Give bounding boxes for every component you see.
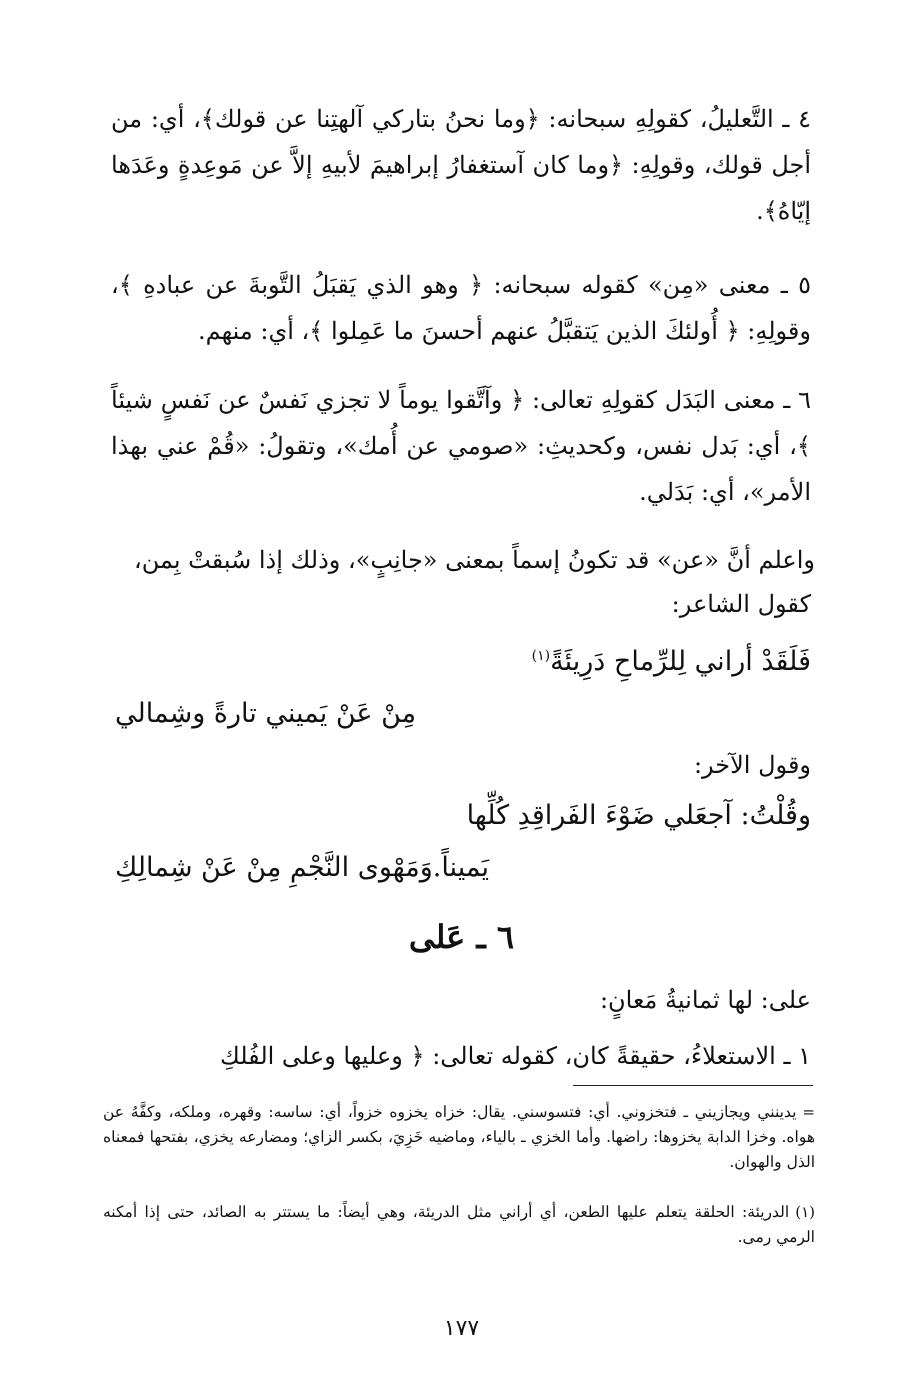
- paragraph-min-meaning: ٥ ـ معنى «مِن» كقوله سبحانه: ﴿ وهو الذي يَقبَلُ التَّوبةَ عن عبادهِ ﴾، وقولِهِ: ﴿ أُولئكَ الذين يَتقبَّلُ عنهم أحسنَ ما عَمِلوا ﴾، أي: منهم.: [111, 271, 811, 345]
- paragraph-an-as-noun: واعلم أنَّ «عن» قد تكونُ إسماً بمعنى «جانِبٍ»، وذلك إذا سُبقتْ بِمن،: [133, 546, 815, 574]
- paragraph-isti3la: ١ ـ الاستعلاءُ، حقيقةً كان، كقوله تعالى: ﴿ وعليها وعلى الفُلكِ: [220, 1042, 811, 1070]
- continuation-mark: =: [802, 1103, 815, 1121]
- paragraph-poet-intro: كقول الشاعر:: [671, 590, 811, 618]
- footnote-ref-1: (١): [531, 648, 551, 664]
- page-number: ١٧٧: [443, 1316, 480, 1341]
- paragraph-ala-meanings: على: لها ثمانيةُ مَعانٍ:: [599, 986, 811, 1014]
- verse-1-first-hemistich: فَلَقَدْ أراني لِلرِّماحِ دَرِيئَةً$^{(١)}$: [531, 646, 811, 677]
- section-heading: ٦ ـ عَلى: [408, 918, 515, 956]
- verse-2-first-hemistich: وقُلْتُ: آجعَلي ضَوْءَ الفَراقِدِ كُلِّها: [466, 800, 811, 831]
- paragraph-ta3lil: ٤ ـ التَّعليلُ، كقولِهِ سبحانه: ﴿وما نحنُ بتاركي آلهتِنا عن قولك﴾، أي: من أجل قولك، وقولِهِ: ﴿وما كان آستغفارُ إبراهيمَ لأبيهِ إلاَّ عن مَوعِدةٍ وعَدَها إيّاهُ﴾.: [111, 105, 811, 225]
- footnote-separator: [573, 1085, 813, 1086]
- footnote-1: (١)الدريئة: الحلقة يتعلم عليها الطعن، أي أراني مثل الدريئة، وهي أيضاً: ما يستتر به الصائد، حتى إذا أمكنه الرمي رمى.: [103, 1203, 815, 1246]
- verse-2-second-hemistich: يَميناً.وَمَهْوى النَّجْمِ مِنْ عَنْ شِمالِكِ: [115, 852, 489, 883]
- paragraph-badal-meaning: ٦ ـ معنى البَدَل كقولِهِ تعالى: ﴿ وآتَّقوا يوماً لا تجزي نَفسٌ عن نَفسٍ شيئاً ﴾، أي: بَدل نفس، وكحديثِ: «صومي عن أُمك»، وتقولُ: «قُمْ عني بهذا الأمر»، أي: بَدَلي.: [111, 386, 811, 506]
- footnote-continuation: =يدينني ويجازيني ـ فتخزوني. أي: فتسوسني. يقال: خزاه يخزوه خزواً، أي: ساسه: وقهره، وملكه، وكفَّهُ عن هواه. وخزا الدابة يخزوها: راضها. وأما الخزي ـ بالياء، وماضيه خَزِيَ، بكسر الزاي؛ ومضارعه يخزي، بفتحها فمعناه الذل والهوان.: [103, 1103, 815, 1171]
- footnote-number: (١): [795, 1203, 815, 1221]
- verse-1-second-hemistich: مِنْ عَنْ يَميني تارةً وشِمالي: [115, 698, 417, 729]
- paragraph-other-poet: وقول الآخر:: [693, 751, 811, 779]
